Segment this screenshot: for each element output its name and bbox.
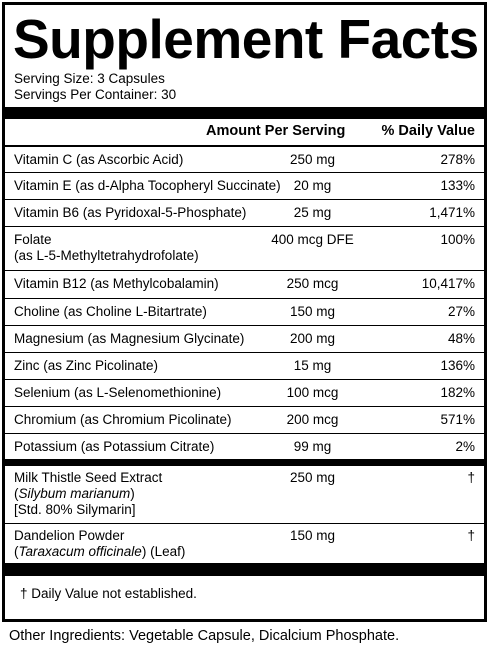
nutrient-amount: 200 mcg — [286, 412, 339, 427]
nutrient-row — [5, 227, 484, 271]
nutrient-row — [5, 407, 484, 434]
botanical-paren-open: ( — [14, 544, 19, 559]
column-header-row — [5, 119, 484, 147]
nutrient-daily-value: 182% — [440, 385, 475, 400]
botanical-daily-value: † — [467, 528, 475, 543]
nutrient-name: Selenium (as L-Selenomethionine) — [14, 385, 222, 400]
nutrient-daily-value: 133% — [440, 178, 475, 193]
servings-per-container: Servings Per Container: 30 — [14, 86, 177, 102]
botanical-name-line1: Dandelion Powder — [14, 528, 125, 543]
thick-divider-middle — [5, 459, 484, 466]
nutrient-daily-value: 27% — [447, 304, 475, 319]
botanical-standardization: [Std. 80% Silymarin] — [14, 502, 136, 517]
nutrient-row — [5, 200, 484, 227]
nutrient-daily-value: 278% — [440, 152, 475, 167]
botanical-amount: 150 mg — [289, 528, 336, 543]
nutrient-amount: 20 mg — [293, 178, 332, 193]
nutrient-name: Vitamin B6 (as Pyridoxal-5-Phosphate) — [14, 205, 247, 220]
nutrient-row — [5, 380, 484, 407]
nutrient-name: Choline (as Choline L-Bitartrate) — [14, 304, 207, 319]
supplement-facts-panel — [2, 2, 487, 622]
botanical-latin-name: Silybum marianum — [18, 486, 131, 501]
nutrient-row — [5, 147, 484, 173]
botanical-daily-value: † — [467, 470, 475, 485]
nutrient-name-line1: Folate — [14, 232, 52, 247]
botanical-paren-close: ) — [130, 486, 135, 501]
botanical-name — [14, 528, 185, 560]
botanical-paren-open: ( — [14, 486, 19, 501]
nutrient-name — [14, 232, 199, 264]
nutrient-daily-value: 10,417% — [421, 276, 475, 291]
nutrient-name-line2: (as L-5-Methyltetrahydrofolate) — [14, 248, 199, 263]
nutrient-amount: 400 mcg DFE — [271, 232, 354, 247]
nutrient-row — [5, 434, 484, 459]
nutrient-amount: 150 mg — [289, 304, 336, 319]
nutrient-name: Zinc (as Zinc Picolinate) — [14, 358, 159, 373]
panel-title: Supplement Facts — [13, 8, 479, 70]
nutrient-daily-value: 48% — [447, 331, 475, 346]
daily-value-footnote: † Daily Value not established. — [20, 586, 197, 601]
nutrient-row — [5, 299, 484, 326]
thick-divider-bottom — [5, 563, 484, 576]
nutrient-name: Vitamin B12 (as Methylcobalamin) — [14, 276, 219, 291]
nutrient-name: Chromium (as Chromium Picolinate) — [14, 412, 232, 427]
botanical-row — [5, 524, 484, 563]
nutrient-amount: 100 mcg — [286, 385, 339, 400]
botanical-row — [5, 466, 484, 524]
nutrient-name: Vitamin C (as Ascorbic Acid) — [14, 152, 184, 167]
nutrient-amount: 250 mcg — [286, 276, 339, 291]
botanical-amount: 250 mg — [289, 470, 336, 485]
nutrient-amount: 99 mg — [293, 439, 332, 454]
daily-value-header: % Daily Value — [381, 123, 475, 139]
nutrient-name: Magnesium (as Magnesium Glycinate) — [14, 331, 245, 346]
nutrient-daily-value: 571% — [440, 412, 475, 427]
nutrient-row — [5, 173, 484, 200]
other-ingredients: Other Ingredients: Vegetable Capsule, Dicalcium Phosphate. — [9, 628, 400, 644]
serving-size: Serving Size: 3 Capsules — [14, 71, 165, 86]
nutrient-row — [5, 271, 484, 299]
nutrient-row — [5, 353, 484, 380]
nutrient-amount: 250 mg — [289, 152, 336, 167]
nutrient-amount: 200 mg — [289, 331, 336, 346]
nutrient-name: Potassium (as Potassium Citrate) — [14, 439, 215, 454]
amount-per-serving-header: Amount Per Serving — [206, 123, 346, 139]
nutrient-daily-value: 1,471% — [429, 205, 475, 220]
nutrient-daily-value: 100% — [440, 232, 475, 247]
nutrient-daily-value: 2% — [455, 439, 475, 454]
nutrient-amount: 15 mg — [293, 358, 332, 373]
botanical-latin-name: Taraxacum officinale — [18, 544, 142, 559]
nutrient-row — [5, 326, 484, 353]
nutrient-name: Vitamin E (as d-Alpha Tocopheryl Succinate) — [14, 178, 281, 193]
botanical-name-line1: Milk Thistle Seed Extract — [14, 470, 163, 485]
botanical-paren-close: ) (Leaf) — [141, 544, 186, 559]
nutrient-amount: 25 mg — [293, 205, 332, 220]
nutrient-daily-value: 136% — [440, 358, 475, 373]
botanical-name — [14, 470, 162, 518]
thick-divider-top — [5, 107, 484, 119]
